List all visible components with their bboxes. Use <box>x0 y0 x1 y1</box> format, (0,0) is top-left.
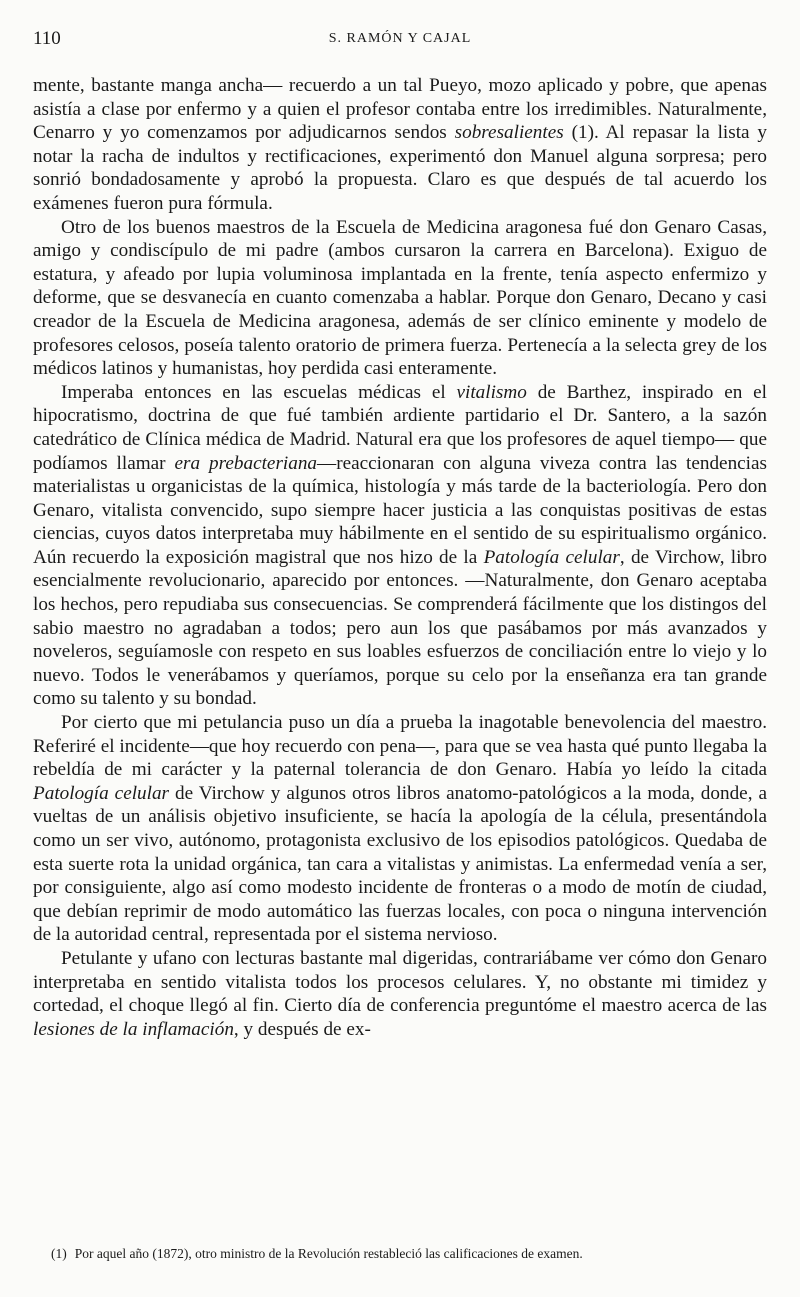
running-head: S. RAMÓN Y CAJAL <box>328 31 472 46</box>
page-number: 110 <box>33 28 61 49</box>
page-header <box>33 28 767 54</box>
paragraph <box>33 381 767 711</box>
text-run: , de Virchow, libro esencialmente revolucionario, aparecido por entonces. —Naturalmente, don Genaro aceptaba los hechos, pero repudiaba sus consecuencias. Se comprenderá fácilmente que los distingos del sabio maestro no agradaban a todos; pero aun los que pasábamos por más avanzados y noveleros, seguíamosle con respeto en sus loables esfuerzos de conciliación entre lo viejo y lo nuevo. Todos le venerábamos y queríamos, porque su celo por la enseñanza era tan grande como su talento y su bondad. <box>33 546 768 710</box>
paragraph <box>33 74 767 216</box>
italic-phrase: vitalismo <box>456 381 527 403</box>
text-run: de Barthez, inspirado en el hipocratismo, doctrina de que fué también ardiente partidario el Dr. Santero, a la sazón catedrático de Clínica médica de Madrid. Natural era que los profesores de aquel tiempo— que podíamos llamar <box>33 381 767 474</box>
footnote-text: Por aquel año (1872), otro ministro de la Revolución restableció las calificaciones de examen. <box>74 1246 583 1261</box>
paragraph <box>33 947 767 1041</box>
paragraph <box>33 216 767 381</box>
text-run: Otro de los buenos maestros de la Escuela de Medicina aragonesa fué don Genaro Casas, amigo y condiscípulo de mi padre (ambos cursaron la carrera en Barcelona). Exiguo de estatura, y afeado por lupia voluminosa implantada en la frente, tenía aspecto enfermizo y deforme, que se desvanecía en cuanto comenzaba a hablar. Porque don Genaro, Decano y casi creador de la Escuela de Medicina aragonesa, además de ser clínico eminente y modelo de profesores celosos, poseía talento oratorio de primera fuerza. Pertenecía a la selecta grey de los médicos latinos y humanistas, hoy perdida casi enteramente. <box>33 216 767 380</box>
italic-phrase: Patología celular <box>483 546 620 568</box>
text-run: mente, bastante manga ancha— recuerdo a un tal Pueyo, mozo aplicado y pobre, que apenas asistía a clase por enfermo y a quien el profesor contaba entre los irredimibles. Naturalmente, Cenarro y yo comenzamos por adjudicarnos sendos <box>33 75 767 144</box>
body-text <box>33 74 767 1041</box>
text-run: —reaccionaran con alguna viveza contra las tendencias materialistas u organicistas de la química, histología y más tarde de la bacteriología. Pero don Genaro, vitalista convencido, supo siempre hacer justicia a las conquistas positivas de estas ciencias, cuyos datos interpretaba muy hábilmente en el sentido de su espiritualismo orgánico. Aún recuerdo la exposición magistral que nos hizo de la <box>33 452 768 568</box>
footnote <box>33 1245 767 1263</box>
text-run: Petulante y ufano con lecturas bastante mal digeridas, contrariábame ver cómo don Genaro interpretaba en sentido vitalista todos los procesos celulares. Y, no obstante mi timidez y cortedad, el choque llegó al fin. Cierto día de conferencia preguntóme el maestro acerca de las <box>33 947 767 1017</box>
text-run: Imperaba entonces en las escuelas médicas el <box>61 381 457 403</box>
footnote-marker: (1) <box>51 1246 67 1261</box>
text-run: (1). Al repasar la lista y notar la racha de indultos y rectificaciones, experimentó don Manuel alguna sorpresa; pero sonrió bondadosamente y aprobó la propuesta. Claro es que después de tal acuerdo los exámenes fueron pura fórmula. <box>33 122 768 214</box>
italic-phrase: lesiones de la inflamación <box>33 1018 234 1040</box>
italic-phrase: Patología celular <box>33 782 170 804</box>
italic-phrase: sobresalientes <box>454 122 564 144</box>
italic-phrase: era prebacteriana <box>174 452 318 474</box>
paragraph <box>33 711 767 947</box>
text-run: , y después de ex- <box>233 1018 371 1040</box>
text-run: de Virchow y algunos otros libros anatomo-patológicos a la moda, donde, a vueltas de un análisis objetivo insuficiente, se hacía la apología de la célula, presentándola como un ser vivo, autónomo, protagonista exclusivo de los episodios patológicos. Quedaba de esta suerte rota la unidad orgánica, tan cara a vitalistas y animistas. La enfermedad venía a ser, por consiguiente, algo así como modesto incidente de fronteras o a modo de motín de ciudad, que debían reprimir de modo automático las fuerzas locales, con poca o ninguna intervención de la autoridad central, representada por el sistema nervioso. <box>33 782 767 946</box>
text-run: Por cierto que mi petulancia puso un día a prueba la inagotable benevolencia del maestro. Referiré el incidente—que hoy recuerdo con pena—, para que se vea hasta qué punto llegaba la rebeldía de mi carácter y la paternal tolerancia de don Genaro. Había yo leído la citada <box>33 712 767 781</box>
